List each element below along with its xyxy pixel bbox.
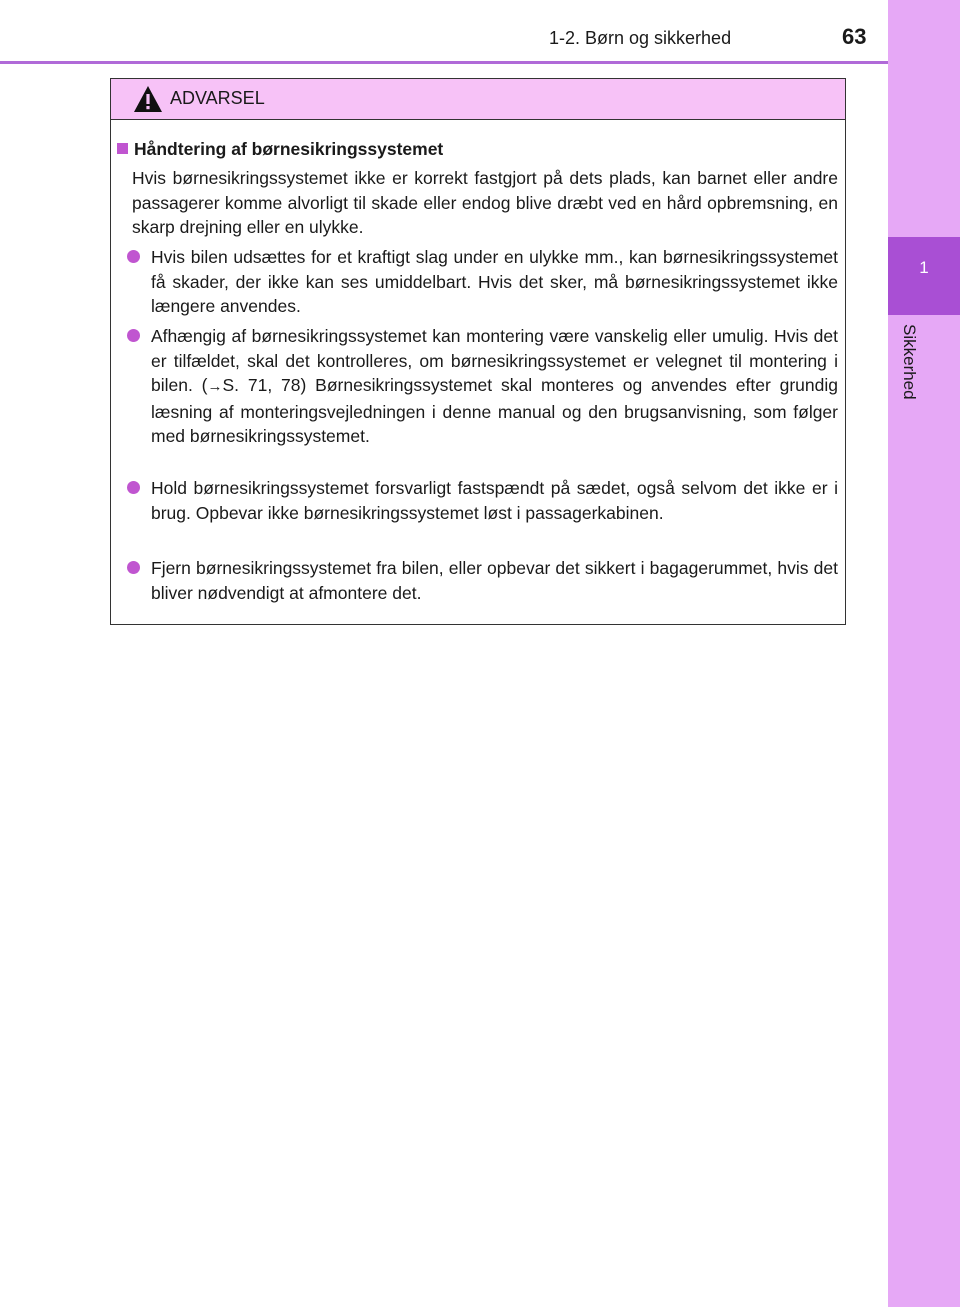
subheading-text: Håndtering af børnesikringssystemet [134, 139, 444, 159]
chapter-label: Sikkerhed [900, 324, 919, 400]
bullet-dot-icon [127, 329, 140, 342]
bullet-dot-icon [127, 481, 140, 494]
bullet-text: Fjern børnesikringssystemet fra bilen, eller opbevar det sikkert i bagagerummet, hvis det bliver nødvendigt at afmontere det. [151, 558, 838, 603]
chapter-tab-strip [888, 0, 960, 1307]
warning-intro: Hvis børnesikringssystemet ikke er korrekt fastgjort på dets plads, kan barnet eller andre passagerer komme alvorligt til skade eller endog blive dræbt ved en hård opbremsning, en skarp drejning eller en ulykke. [132, 168, 838, 237]
bullet-dot-icon [127, 561, 140, 574]
warning-header [111, 79, 845, 120]
bullet-item [118, 556, 838, 605]
square-bullet-icon [117, 143, 128, 154]
bullet-item [118, 324, 838, 449]
bullet-text: Afhængig af børnesikringssystemet kan montering være vanskelig eller umulig. Hvis det er tilfældet, skal det kontrolleres, om børnesikringssystemet er velegnet til montering i bilen. (→S. 71, 78) Børnesikringssystemet skal monteres og anvendes efter grundig læsning af monteringsvejledningen i denne manual og den brugsanvisning, som følger med børnesikringssystemet. [151, 326, 838, 446]
header-rule [0, 61, 888, 64]
bullet-item [118, 476, 838, 525]
bullet-dot-icon [127, 250, 140, 263]
warning-label: ADVARSEL [170, 88, 265, 108]
bullet-text: Hold børnesikringssystemet forsvarligt fastspændt på sædet, også selvom det ikke er i brug. Opbevar ikke børnesikringssystemet løst i passagerkabinen. [151, 478, 838, 523]
arrow-right-icon: → [207, 378, 223, 395]
bullet-item [118, 245, 838, 319]
page-reference-link[interactable]: S. 71, 78) Børnesikringssystemet skal monteres og anvendes efter grundig læsning af monteringsvejledningen i denne manual og den brugsanvisning, som følger med børnesikringssystemet. [151, 375, 838, 446]
page-number: 63 [842, 24, 867, 49]
chapter-number: 1 [919, 258, 929, 277]
bullet-text: Hvis bilen udsættes for et kraftigt slag under en ulykke mm., kan børnesikringssystemet få skader, der ikke kan ses umiddelbart. Hvis det sker, må børnesikringssystemet ikke længere anvendes. [151, 247, 838, 316]
warning-triangle-icon [133, 85, 163, 113]
section-title: 1-2. Børn og sikkerhed [549, 28, 732, 48]
warning-box [110, 78, 846, 625]
warning-subheading [117, 139, 443, 160]
